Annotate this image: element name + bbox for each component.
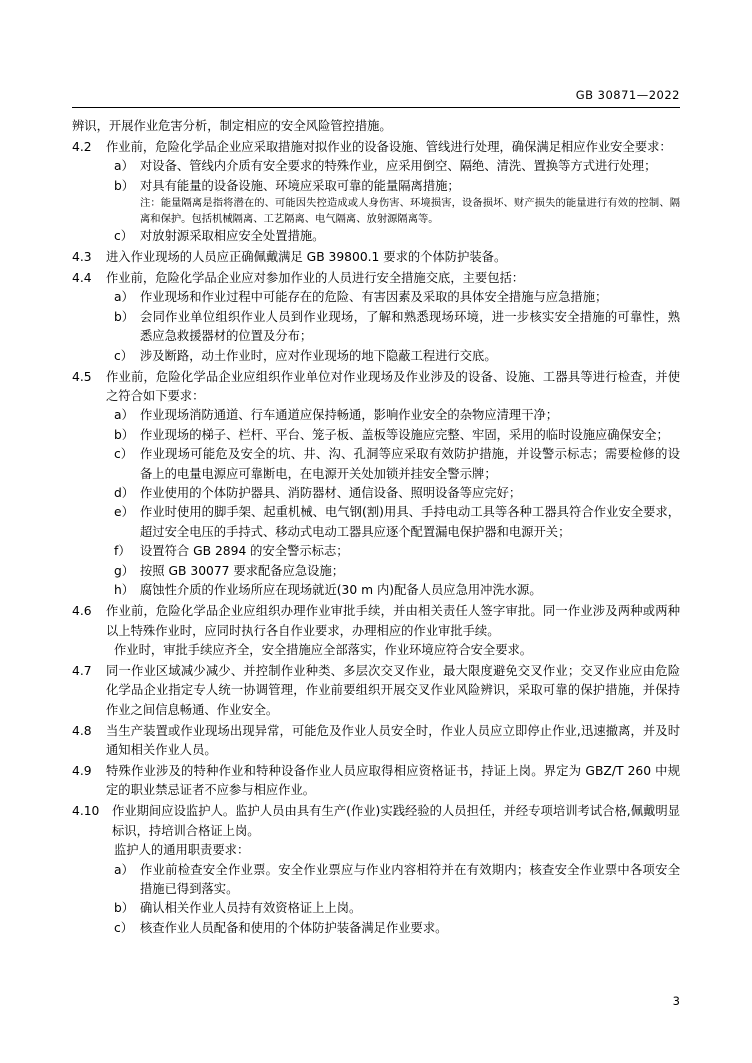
lead-paragraph: 辨识，开展作业危害分析，制定相应的安全风险管控措施。 — [72, 119, 392, 133]
list-item — [72, 157, 680, 176]
clause-text: 进入作业现场的人员应正确佩戴满足 GB 39800.1 要求的个体防护装备。 — [106, 249, 507, 264]
list-item-text: 作业现场消防通道、行车通道应保持畅通，影响作业安全的杂物应清理干净； — [140, 408, 559, 423]
list-marker: a） — [114, 159, 134, 174]
clause-4-2 — [72, 138, 680, 157]
list-item-text: 按照 GB 30077 要求配备应急设施； — [140, 563, 345, 578]
clause-text: 特殊作业涉及的特种作业和特种设备作业人员应取得相应资格证书，持证上岗。界定为 GBZ/T 260 中规定的职业禁忌证者不应参与相应作业。 — [106, 763, 680, 798]
list-marker: h） — [114, 583, 135, 598]
list-item-text: 作业现场和作业过程中可能存在的危险、有害因素及采取的具体安全措施与应急措施； — [140, 290, 608, 305]
list-item — [72, 542, 680, 561]
list-marker: b） — [114, 901, 135, 916]
clause-4-7 — [72, 662, 680, 720]
clause-text: 作业前，危险化学品企业应组织办理作业审批手续，并由相关责任人签字审批。同一作业涉及两种或两种以上特殊作业时，应同时执行各自作业要求，办理相应的作业审批手续。 — [106, 604, 680, 638]
list-marker: f） — [114, 544, 131, 559]
list-item-text: 确认相关作业人员持有效资格证上上岗。 — [140, 901, 362, 916]
clause-4-10-extra: 监护人的通用职责要求： — [114, 843, 250, 858]
list-item — [72, 562, 680, 581]
page-number: 3 — [672, 994, 680, 1008]
list-item — [72, 406, 680, 425]
clause-text: 作业前，危险化学品企业应组织作业单位对作业现场及作业涉及的设备、设施、工器具等进行检查，并使之符合如下要求： — [106, 369, 680, 403]
document-body — [72, 117, 680, 938]
clause-text: 同一作业区域减少减少、并控制作业种类、多层次交叉作业，最大限度避免交叉作业；交叉作业应由危险化学品企业指定专人统一协调管理，作业前要组织开展交叉作业风险辨识，采取可靠的保护措施，并保持作业之间信息畅通、作业安全。 — [106, 663, 680, 717]
list-item — [72, 484, 680, 503]
list-item-text: 作业时使用的脚手架、起重机械、电气钢(割)用具、手持电动工具等各种工器具符合作业安全要求，超过安全电压的手持式、移动式电动工器具应逐个配置漏电保护器和电源开关； — [140, 505, 680, 539]
list-item-text: 核查作业人员配备和使用的个体防护装备满足作业要求。 — [140, 920, 448, 935]
list-item — [72, 227, 680, 246]
list-marker: a） — [114, 862, 134, 877]
clause-4-10 — [72, 802, 680, 841]
clause-4-5-list — [72, 406, 680, 600]
list-marker: e） — [114, 505, 134, 520]
clause-number: 4.8 — [72, 723, 92, 738]
header-divider — [72, 107, 680, 108]
list-marker: c） — [114, 348, 134, 363]
clause-text: 作业前，危险化学品企业应采取措施对拟作业的设备设施、管线进行处理，确保满足相应作业安全要求： — [106, 139, 672, 154]
clause-number: 4.3 — [72, 249, 92, 264]
list-item-text: 对放射源采取相应安全处置措施。 — [140, 229, 325, 244]
list-marker: b） — [114, 178, 135, 193]
clause-number: 4.2 — [72, 139, 92, 154]
list-item-text: 会同作业单位组织作业人员到作业现场，了解和熟悉现场环境，进一步核实安全措施的可靠性，熟悉应急救援器材的位置及分布； — [140, 309, 680, 344]
list-item — [72, 861, 680, 900]
clause-number: 4.9 — [72, 763, 92, 778]
list-marker: b） — [114, 427, 135, 442]
list-item — [72, 347, 680, 366]
list-item-text: 作业现场的梯子、栏杆、平台、笼子板、盖板等设施应完整、牢固，采用的临时设施应确保安全； — [140, 427, 669, 442]
list-marker: b） — [114, 309, 135, 324]
clause-number: 4.5 — [72, 369, 92, 384]
clause-number: 4.10 — [72, 804, 100, 819]
list-item — [72, 899, 680, 918]
list-item — [72, 919, 680, 938]
clause-number: 4.7 — [72, 663, 92, 678]
list-marker: c） — [114, 229, 134, 244]
list-item — [72, 308, 680, 347]
list-marker: g） — [114, 563, 135, 578]
list-item-text: 腐蚀性介质的作业场所应在现场就近(30 m 内)配备人员应急用冲洗水源。 — [140, 583, 542, 598]
clause-number: 4.4 — [72, 270, 92, 285]
clause-4-4 — [72, 269, 680, 288]
list-item — [72, 503, 680, 542]
clause-4-3 — [72, 248, 680, 267]
clause-4-9 — [72, 762, 680, 801]
list-marker: a） — [114, 290, 134, 305]
list-item — [72, 445, 680, 484]
clause-4-4-list — [72, 288, 680, 366]
list-item-text: 对具有能量的设备设施、环境应采取可靠的能量隔离措施； — [140, 178, 460, 193]
clause-4-8 — [72, 722, 680, 761]
list-item — [72, 177, 680, 196]
clause-number: 4.6 — [72, 604, 92, 619]
clause-text: 作业期间应设监护人。监护人员由具有生产(作业)实践经验的人员担任，并经专项培训考试合格,佩戴明显标识，持培训合格证上岗。 — [112, 804, 680, 838]
list-marker: d） — [114, 486, 135, 501]
clause-4-6 — [72, 602, 680, 641]
clause-4-2-list — [72, 157, 680, 246]
clause-text: 当生产装置或作业现场出现异常，可能危及作业人员安全时，作业人员应立即停止作业,迅速撤离，并及时通知相关作业人员。 — [106, 723, 680, 758]
clause-text: 作业前，危险化学品企业应对参加作业的人员进行安全措施交底，主要包括： — [106, 270, 525, 285]
note-text: 注：能量隔离是指将潜在的、可能因失控造成或人身伤害、环境损害，设备损坏、财产损失的能量进行有效的控制、隔离和保护。包括机械隔离、工艺隔离、电气隔离、放射源隔离等。 — [140, 197, 680, 225]
list-marker: c） — [114, 920, 134, 935]
clause-4-5 — [72, 368, 680, 407]
list-item-text: 设置符合 GB 2894 的安全警示标志； — [140, 544, 349, 559]
list-item — [72, 426, 680, 445]
list-item — [72, 288, 680, 307]
list-item-text: 作业现场可能危及安全的坑、井、沟、孔洞等应采取有效防护措施，并设警示标志；需要检修的设备上的电量电源应可靠断电，在电源开关处加锁并挂安全警示牌； — [140, 447, 680, 481]
list-item-text: 作业使用的个体防护器具、消防器材、通信设备、照明设备等应完好； — [140, 486, 522, 501]
list-item-text: 对设备、管线内介质有安全要求的特殊作业，应采用倒空、隔绝、清洗、置换等方式进行处理； — [140, 159, 657, 174]
list-marker: c） — [114, 447, 134, 462]
list-marker: a） — [114, 408, 134, 423]
page-header-standard-number: GB 30871—2022 — [575, 88, 680, 102]
clause-4-6-extra: 作业时，审批手续应齐全，安全措施应全部落实，作业环境应符合安全要求。 — [114, 642, 533, 657]
list-item — [72, 581, 680, 600]
list-item-text: 涉及断路，动土作业时，应对作业现场的地下隐蔽工程进行交底。 — [140, 348, 497, 363]
clause-4-10-list — [72, 861, 680, 939]
list-item-text: 作业前检查安全作业票。安全作业票应与作业内容相符并在有效期内；核查安全作业票中各项安全措施已得到落实。 — [140, 862, 680, 896]
